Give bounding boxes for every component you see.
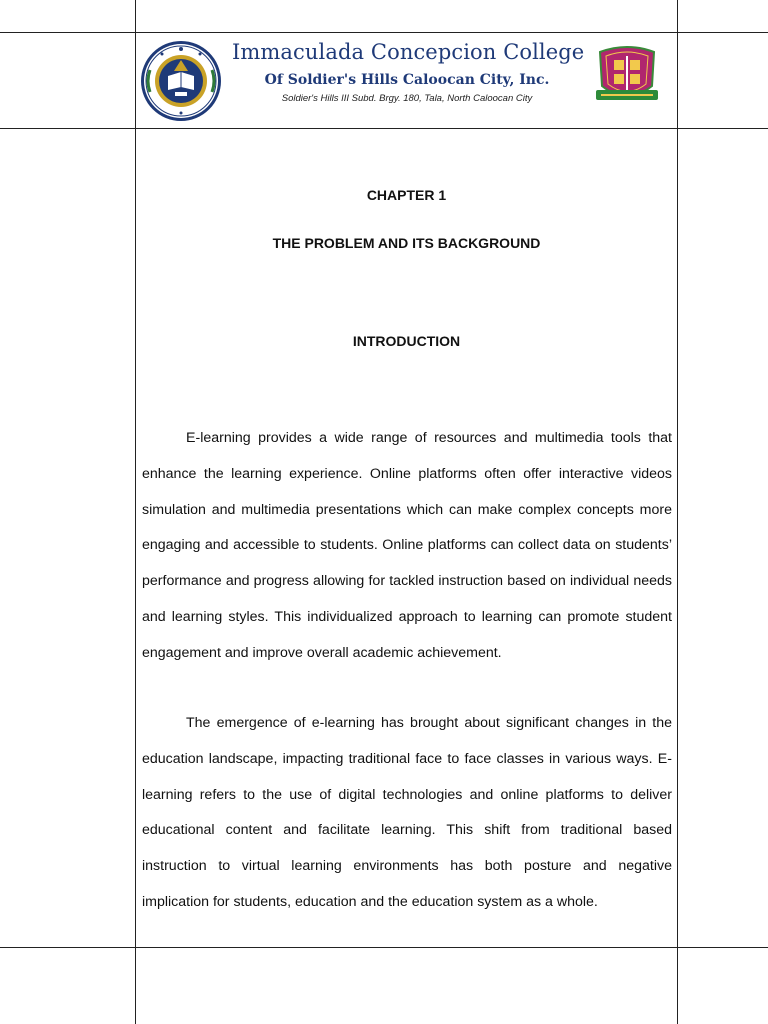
letterhead xyxy=(136,32,677,128)
right-margin-rule xyxy=(677,0,678,1024)
chapter-title: THE PROBLEM AND ITS BACKGROUND xyxy=(272,235,541,251)
department-seal-logo xyxy=(592,42,662,114)
paragraph-text: The emergence of e-learning has brought about significant changes in the education landscape, impacting traditional face to face classes in various ways. E-learning refers to the use of digital technologies and online platforms to deliver educational content and facilitate learning. This shift from traditional based instruction to virtual learning environments has both posture and negative implication for students, education and the education system as a whole. xyxy=(142,715,672,910)
section-heading: INTRODUCTION xyxy=(352,333,461,349)
college-address: Soldier's Hills III Subd. Brgy. 180, Tala, North Caloocan City xyxy=(281,93,533,104)
college-name: Immaculada Concepcion College xyxy=(232,40,585,64)
header-bottom-rule xyxy=(0,128,768,129)
footer-top-rule xyxy=(0,947,768,948)
chapter-label: CHAPTER 1 xyxy=(366,187,447,203)
paragraph xyxy=(142,421,672,672)
college-subname: Of Soldier's Hills Caloocan City, Inc. xyxy=(264,72,550,88)
left-margin-rule xyxy=(135,0,136,1024)
paragraph xyxy=(142,706,672,921)
paragraph-text: E-learning provides a wide range of resources and multimedia tools that enhance the learning experience. Online platforms often offer interactive videos simulation and multimedia presentations which can make complex concepts more engaging and accessible to students. Online platforms can collect data on students’ performance and progress allowing for tackled instruction based on individual needs and learning styles. This individualized approach to learning can promote student engagement and improve overall academic achievement. xyxy=(142,430,672,661)
college-seal-logo xyxy=(140,40,222,122)
